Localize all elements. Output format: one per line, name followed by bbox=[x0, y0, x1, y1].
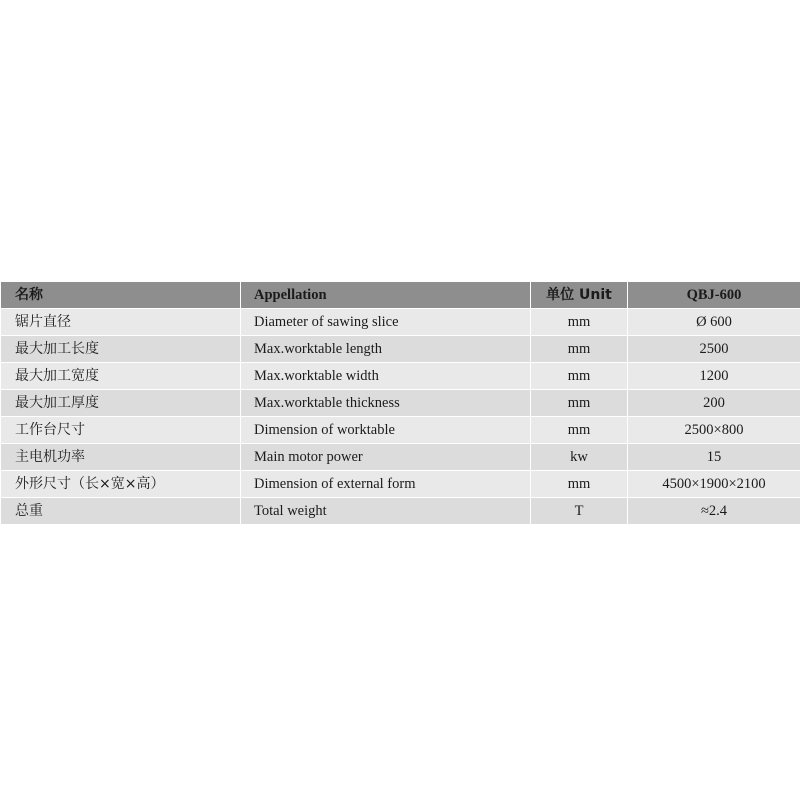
cell-appellation: Main motor power bbox=[241, 444, 531, 471]
table-row bbox=[1, 336, 800, 363]
cell-name: 锯片直径 bbox=[1, 309, 241, 336]
specification-table bbox=[0, 281, 800, 525]
cell-unit: mm bbox=[531, 309, 628, 336]
cell-value: 4500×1900×2100 bbox=[628, 471, 800, 498]
column-header-unit: 单位 Unit bbox=[531, 282, 628, 309]
cell-value: 15 bbox=[628, 444, 800, 471]
cell-unit: mm bbox=[531, 417, 628, 444]
table-row bbox=[1, 363, 800, 390]
cell-appellation: Max.worktable thickness bbox=[241, 390, 531, 417]
cell-value: 2500×800 bbox=[628, 417, 800, 444]
cell-unit: mm bbox=[531, 471, 628, 498]
cell-name: 工作台尺寸 bbox=[1, 417, 241, 444]
cell-name: 总重 bbox=[1, 498, 241, 525]
column-header-appellation: Appellation bbox=[241, 282, 531, 309]
table-row bbox=[1, 444, 800, 471]
table-header-row bbox=[1, 282, 800, 309]
column-header-model: QBJ-600 bbox=[628, 282, 800, 309]
cell-appellation: Max.worktable length bbox=[241, 336, 531, 363]
cell-appellation: Total weight bbox=[241, 498, 531, 525]
cell-appellation: Max.worktable width bbox=[241, 363, 531, 390]
cell-unit: kw bbox=[531, 444, 628, 471]
cell-unit: T bbox=[531, 498, 628, 525]
table-row bbox=[1, 417, 800, 444]
cell-appellation: Dimension of worktable bbox=[241, 417, 531, 444]
cell-value: 2500 bbox=[628, 336, 800, 363]
cell-value: Ø 600 bbox=[628, 309, 800, 336]
cell-appellation: Dimension of external form bbox=[241, 471, 531, 498]
cell-appellation: Diameter of sawing slice bbox=[241, 309, 531, 336]
cell-unit: mm bbox=[531, 390, 628, 417]
specification-table-container bbox=[0, 281, 800, 525]
table-row bbox=[1, 309, 800, 336]
table-row bbox=[1, 471, 800, 498]
cell-unit: mm bbox=[531, 363, 628, 390]
table-row bbox=[1, 390, 800, 417]
cell-name: 最大加工厚度 bbox=[1, 390, 241, 417]
table-row bbox=[1, 498, 800, 525]
cell-name: 主电机功率 bbox=[1, 444, 241, 471]
cell-value: ≈2.4 bbox=[628, 498, 800, 525]
cell-name: 最大加工宽度 bbox=[1, 363, 241, 390]
cell-unit: mm bbox=[531, 336, 628, 363]
column-header-name: 名称 bbox=[1, 282, 241, 309]
table-body bbox=[1, 309, 800, 525]
table-header bbox=[1, 282, 800, 309]
cell-name: 最大加工长度 bbox=[1, 336, 241, 363]
cell-value: 200 bbox=[628, 390, 800, 417]
cell-name: 外形尺寸（长×宽×高） bbox=[1, 471, 241, 498]
cell-value: 1200 bbox=[628, 363, 800, 390]
